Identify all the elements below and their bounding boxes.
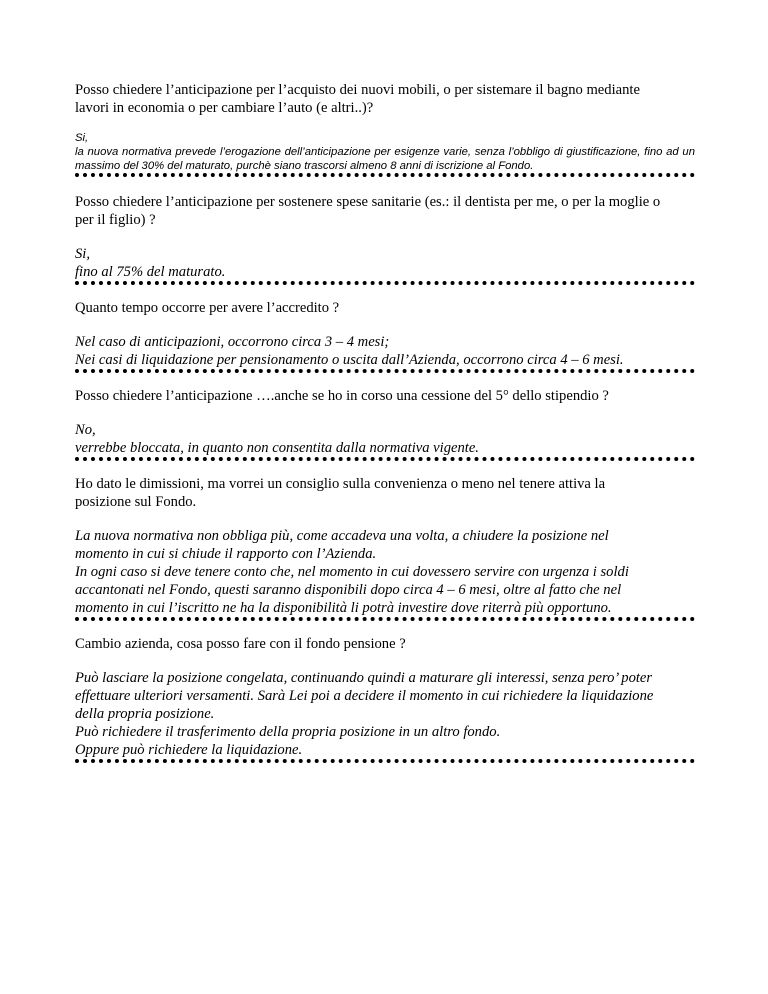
question-line: Ho dato le dimissioni, ma vorrei un consiglio sulla convenienza o meno nel tenere attiva la — [75, 476, 606, 492]
question-line: Posso chiedere l’anticipazione per l’acquisto dei nuovi mobili, o per sistemare il bagno mediante — [75, 82, 640, 98]
faq-item — [75, 193, 695, 285]
faq-question — [75, 193, 695, 229]
answer-line: la nuova normativa prevede l’erogazione dell’anticipazione per esigenze varie, senza l’obbligo di giustificazione, fino ad un massimo del 30% del maturato, purchè siano trascorsi almeno 8 anni di iscrizione al Fondo. — [75, 146, 695, 172]
question-line: Quanto tempo occorre per avere l’accredito ? — [75, 300, 340, 316]
answer-line: Nei casi di liquidazione per pensionamento o uscita dall’Azienda, occorrono circa 4 – 6 mesi. — [75, 352, 624, 368]
faq-answer — [75, 131, 695, 173]
faq-answer — [75, 421, 695, 457]
answer-line: Si, — [75, 132, 89, 144]
question-line: Posso chiedere l’anticipazione per sostenere spese sanitarie (es.: il dentista per me, o per la moglie o — [75, 194, 661, 210]
question-line: Cambio azienda, cosa posso fare con il fondo pensione ? — [75, 636, 406, 652]
faq-question — [75, 81, 695, 117]
faq-item — [75, 81, 695, 177]
faq-answer — [75, 669, 695, 759]
question-line: per il figlio) ? — [75, 212, 156, 228]
answer-line: No, — [75, 422, 96, 438]
answer-line: accantonati nel Fondo, questi saranno disponibili dopo circa 4 – 6 mesi, oltre al fatto che nel — [75, 582, 622, 598]
dotted-separator — [75, 759, 695, 763]
faq-question — [75, 299, 695, 317]
question-line: lavori in economia o per cambiare l’auto (e altri..)? — [75, 100, 374, 116]
faq-item — [75, 635, 695, 763]
answer-line: In ogni caso si deve tenere conto che, nel momento in cui dovessero servire con urgenza i soldi — [75, 564, 629, 580]
faq-question — [75, 635, 695, 653]
answer-line: Si, — [75, 246, 90, 262]
faq-answer — [75, 245, 695, 281]
answer-line: della propria posizione. — [75, 706, 215, 722]
answer-line: La nuova normativa non obbliga più, come accadeva una volta, a chiudere la posizione nel — [75, 528, 609, 544]
faq-answer — [75, 527, 695, 617]
faq-question — [75, 387, 695, 405]
faq-list — [75, 81, 695, 763]
answer-line: Può lasciare la posizione congelata, continuando quindi a maturare gli interessi, senza pero’ poter — [75, 670, 653, 686]
answer-line: momento in cui si chiude il rapporto con l’Azienda. — [75, 546, 377, 562]
answer-line: momento in cui l’iscritto ne ha la disponibilità li potrà investire dove riterrà più opportuno. — [75, 600, 612, 616]
faq-item — [75, 475, 695, 621]
answer-line: fino al 75% del maturato. — [75, 264, 226, 280]
faq-answer — [75, 333, 695, 369]
faq-item — [75, 387, 695, 461]
answer-line: Oppure può richiedere la liquidazione. — [75, 742, 303, 758]
faq-question — [75, 475, 695, 511]
question-line: posizione sul Fondo. — [75, 494, 197, 510]
question-line: Posso chiedere l’anticipazione ….anche se ho in corso una cessione del 5° dello stipendio ? — [75, 388, 609, 404]
answer-line: Può richiedere il trasferimento della propria posizione in un altro fondo. — [75, 724, 501, 740]
answer-line: verrebbe bloccata, in quanto non consentita dalla normativa vigente. — [75, 440, 479, 456]
answer-line: effettuare ulteriori versamenti. Sarà Lei poi a decidere il momento in cui richiedere la liquidazione — [75, 688, 654, 704]
faq-item — [75, 299, 695, 373]
answer-line: Nel caso di anticipazioni, occorrono circa 3 – 4 mesi; — [75, 334, 390, 350]
